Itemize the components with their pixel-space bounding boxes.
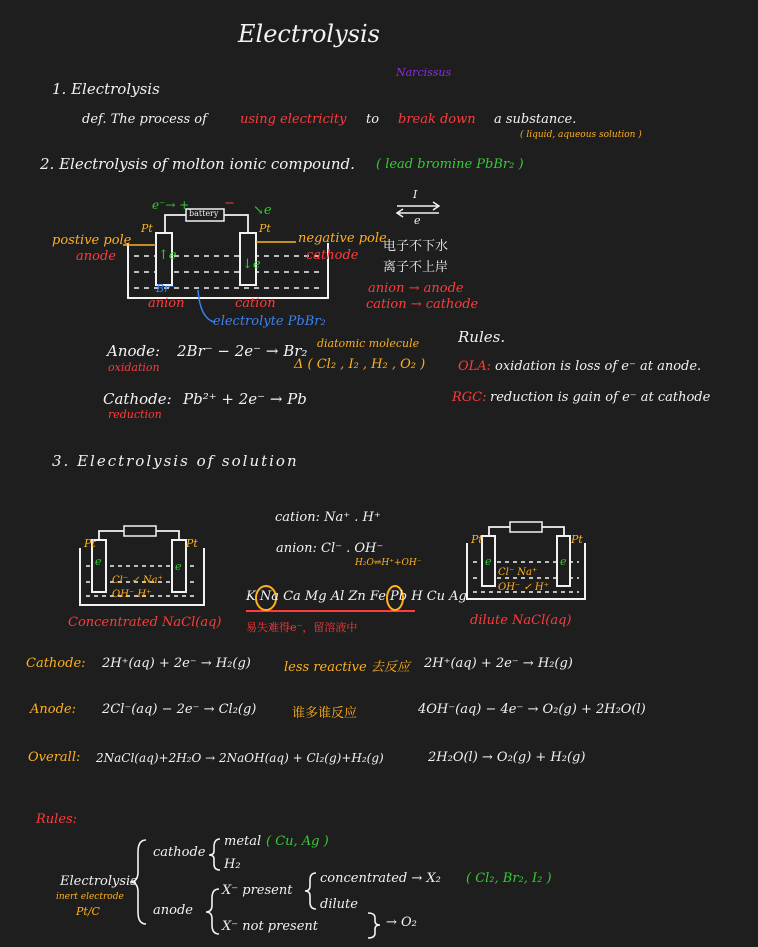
dil-battery <box>510 522 542 532</box>
dil-anode-e: e <box>485 555 492 568</box>
anode-concentrated-eq: 2Cl⁻(aq) − 2e⁻ → Cl₂(g) <box>102 702 257 717</box>
cathode-equation: Pb²⁺ + 2e⁻ → Pb <box>183 390 307 408</box>
section-2-example: ( lead bromine PbBr₂ ) <box>376 157 524 172</box>
reactivity-series: K Na Ca Mg Al Zn Fe Pb H Cu Ag <box>246 589 467 604</box>
chinese-note-2: 离子不上岸 <box>383 260 449 275</box>
cathode-row-label: Cathode: <box>26 656 86 671</box>
overall-row-label: Overall: <box>28 750 81 765</box>
conc-ions-row-1 <box>112 575 163 586</box>
dil-pt-left: Pt <box>471 533 483 546</box>
electron-flow-left <box>152 198 189 212</box>
anion-list: anion: Cl⁻ . OH⁻ <box>276 541 384 556</box>
conc-anode-e: e <box>95 555 102 568</box>
dil-cathode-e: e <box>560 555 567 568</box>
definition-using-electricity: using electricity <box>240 112 347 127</box>
anode-majority-note: 谁多谁反应 <box>292 706 358 721</box>
rules-cathode: cathode <box>153 845 206 860</box>
anode-equation-label: Anode: <box>107 342 161 360</box>
battery-minus: − <box>224 196 235 211</box>
anode-pt-label: Pt <box>141 222 153 235</box>
rules-halogen-examples: ( Cl₂, Br₂, I₂ ) <box>466 871 552 886</box>
definition-break-down: break down <box>398 112 476 127</box>
oxidation-label: oxidation <box>108 361 160 374</box>
dilute-label: dilute NaCl(aq) <box>470 613 572 628</box>
conc-pt-right: Pt <box>186 537 198 550</box>
conc-pt-left: Pt <box>84 537 96 550</box>
cathode-label: cathode <box>306 248 359 263</box>
cation-list: cation: Na⁺ . H⁺ <box>275 510 381 525</box>
chinese-note-1: 电子不下水 <box>383 239 449 254</box>
diatomic-label: diatomic molecule <box>317 337 420 350</box>
ola-text: oxidation is loss of e⁻ at anode. <box>495 359 702 374</box>
reduction-label: reduction <box>108 408 162 421</box>
electron-flow-right: ↘e <box>253 203 272 218</box>
rules-electrolysis: Electrolysis <box>60 874 137 889</box>
anion-label: anion <box>148 296 185 311</box>
electron-symbol: e <box>414 214 421 227</box>
dil-ions-2: OH⁻ ✓ H⁺ <box>498 582 549 593</box>
current-symbol: I <box>413 188 418 201</box>
anode-equation: 2Br⁻ − 2e⁻ → Br₂ <box>177 342 308 360</box>
dil-ions-1: Cl⁻ Na⁺ <box>498 567 538 578</box>
definition-note: ( liquid, aqueous solution ) <box>520 130 642 140</box>
water-ionisation: H₂O⇌H⁺+OH⁻ <box>355 558 422 568</box>
battery-label: battery <box>189 209 219 218</box>
rules-x-not-present: X⁻ not present <box>222 919 318 934</box>
rules-o2: → O₂ <box>386 915 417 930</box>
anode-label: anode <box>76 249 116 264</box>
rules-inert-electrode: inert electrode <box>56 892 124 902</box>
conc-cathode-e: e <box>175 560 182 573</box>
anion-rule: anion → anode <box>368 281 464 296</box>
dil-pt-right: Pt <box>571 533 583 546</box>
cation-label: cation <box>235 296 276 311</box>
anode-electron-flow: ↑e <box>158 248 177 263</box>
cathode-dilute-eq: 2H⁺(aq) + 2e⁻ → H₂(g) <box>424 656 573 671</box>
diatomic-list: Δ ( Cl₂ , I₂ , H₂ , O₂ ) <box>294 357 426 372</box>
ola-label: OLA: <box>458 359 492 374</box>
section-3-heading: 3. Electrolysis of solution <box>52 452 299 470</box>
electrolyte-label: electrolyte PbBr₂ <box>213 314 326 329</box>
cathode-concentrated-eq: 2H⁺(aq) + 2e⁻ → H₂(g) <box>102 656 251 671</box>
definition-substance: a substance. <box>494 112 577 127</box>
author-note: Narcissus <box>396 66 452 79</box>
rules-metal: metal <box>224 834 262 849</box>
conc-ions-1: Cl⁻ ✓ Na⁺ <box>112 575 163 586</box>
less-reactive-note: less reactive 去反应 <box>284 660 410 675</box>
section-1-heading: 1. Electrolysis <box>52 80 160 98</box>
positive-pole-label: postive pole <box>52 233 132 248</box>
cathode-electron-flow: ↓e <box>242 257 261 272</box>
overall-concentrated-eq: 2NaCl(aq)+2H₂O → 2NaOH(aq) + Cl₂(g)+H₂(g) <box>96 751 384 765</box>
conc-ions-2: OH⁻ H⁺ <box>112 589 152 600</box>
section-2-heading: 2. Electrolysis of molton ionic compound. <box>40 155 355 173</box>
electron-arrow-left: e⁻→ + <box>152 198 190 212</box>
rules-heading-s2: Rules. <box>458 328 506 346</box>
rules-anode: anode <box>153 903 193 918</box>
rules-metal-examples: ( Cu, Ag ) <box>266 834 329 849</box>
overall-dilute-eq: 2H₂O(l) → O₂(g) + H₂(g) <box>428 750 586 765</box>
page-title: Electrolysis <box>238 20 380 48</box>
cathode-equation-label: Cathode: <box>103 390 172 408</box>
rgc-label: RGC: <box>452 390 487 405</box>
definition-label: def. The process of <box>82 112 207 127</box>
reactivity-note: 易失难得e⁻，留溶液中 <box>246 621 358 634</box>
definition-to: to <box>366 112 380 127</box>
anode-row-label: Anode: <box>30 702 76 717</box>
rules-dilute: dilute <box>320 897 358 912</box>
rules-pt-c: Pt/C <box>76 905 100 918</box>
cathode-pt-label: Pt <box>259 222 271 235</box>
rgc-text: reduction is gain of e⁻ at cathode <box>490 390 711 405</box>
rules-x-present: X⁻ present <box>222 883 293 898</box>
rules-heading: Rules: <box>36 812 78 827</box>
rules-h2: H₂ <box>224 857 241 872</box>
rules-concentrated: concentrated → X₂ <box>320 871 441 886</box>
conc-battery <box>124 526 156 536</box>
concentrated-label: Concentrated NaCl(aq) <box>68 615 222 630</box>
anode-dilute-eq: 4OH⁻(aq) − 4e⁻ → O₂(g) + 2H₂O(l) <box>418 702 646 717</box>
cation-rule: cation → cathode <box>366 297 479 312</box>
negative-pole-label: negative pole <box>298 231 387 246</box>
bromide-ion: Br⁻ <box>156 282 176 295</box>
